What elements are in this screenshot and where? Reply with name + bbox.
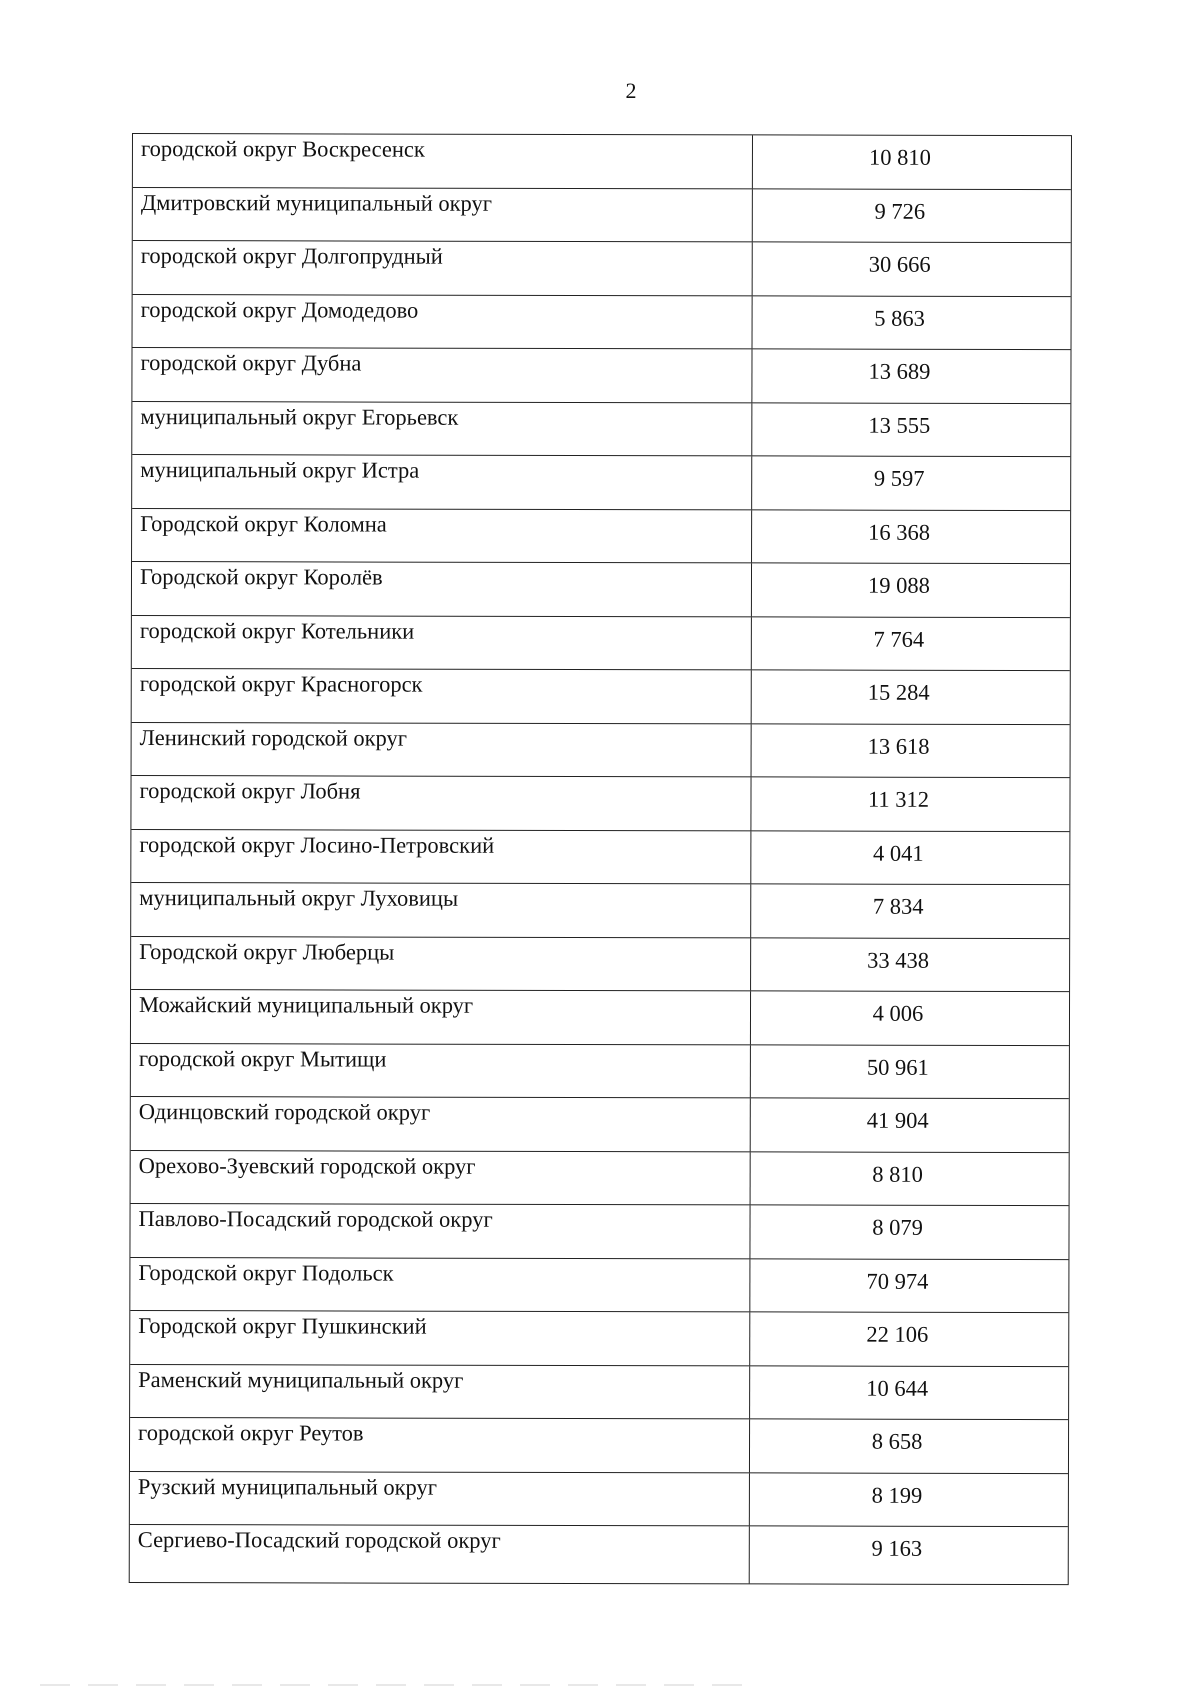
value-cell: 11 312: [867, 786, 930, 812]
value-cell: 50 961: [866, 1054, 929, 1080]
district-name-cell: Дмитровский муниципальный округ: [133, 188, 753, 242]
value-cell: 13 689: [868, 358, 931, 384]
table-row: [132, 402, 1070, 458]
value-cell: 8 810: [872, 1161, 923, 1187]
district-name-cell: Городской округ Подольск: [130, 1257, 750, 1311]
value-cell: 4 006: [872, 1000, 924, 1026]
table-row: [132, 455, 1070, 511]
table-row: [130, 1471, 1068, 1527]
value-cell: 9 597: [873, 465, 925, 491]
district-name-cell: городской округ Лосино-Петровский: [131, 830, 751, 884]
value-cell: 8 079: [872, 1214, 923, 1240]
district-name-cell: Одинцовский городской округ: [131, 1097, 751, 1151]
value-cell: 7 834: [872, 893, 924, 919]
district-name-cell: муниципальный округ Истра: [132, 455, 752, 509]
value-cell: 10 644: [866, 1375, 929, 1401]
table-row: [131, 776, 1069, 832]
table-row: [132, 348, 1070, 404]
scan-artifact-line: [40, 1684, 760, 1686]
table-row: [132, 562, 1070, 618]
district-name-cell: Павлово-Посадский городской округ: [130, 1204, 750, 1258]
table-row: [133, 134, 1071, 190]
value-cell: 30 666: [868, 251, 931, 277]
table-row: [133, 188, 1071, 244]
value-cell: 8 658: [871, 1428, 923, 1454]
table-row: [133, 241, 1071, 297]
table-row: [131, 937, 1069, 993]
value-cell: 13 618: [867, 733, 930, 759]
table-row: [132, 616, 1070, 672]
district-name-cell: городской округ Котельники: [132, 616, 752, 670]
value-cell: 33 438: [867, 947, 930, 973]
value-cell: 19 088: [868, 572, 930, 598]
district-name-cell: Городской округ Коломна: [132, 509, 752, 563]
value-cell: 8 199: [871, 1482, 923, 1508]
district-name-cell: муниципальный округ Луховицы: [131, 883, 751, 937]
district-name-cell: Можайский муниципальный округ: [131, 990, 751, 1044]
district-name-cell: Ленинский городской округ: [132, 723, 752, 777]
table-row: [130, 1364, 1068, 1420]
district-name-cell: городской округ Реутов: [130, 1418, 750, 1472]
table-row: [132, 509, 1070, 565]
table-row: [132, 669, 1070, 725]
district-name-cell: городской округ Воскресенск: [133, 134, 753, 188]
value-cell: 13 555: [868, 412, 931, 438]
value-cell: 41 904: [866, 1107, 929, 1133]
table-row: [130, 1204, 1068, 1260]
table-row: [133, 295, 1071, 351]
table-row: [131, 830, 1069, 886]
table-row: [130, 1311, 1068, 1367]
value-cell: 4 041: [873, 840, 924, 866]
district-name-cell: городской округ Красногорск: [132, 669, 752, 723]
district-name-cell: городской округ Долгопрудный: [133, 241, 753, 295]
district-name-cell: городской округ Лобня: [131, 776, 751, 830]
district-name-cell: Раменский муниципальный округ: [130, 1364, 750, 1418]
district-name-cell: Городской округ Королёв: [132, 562, 752, 616]
value-cell: 5 863: [874, 305, 925, 331]
district-name-cell: Орехово-Зуевский городской округ: [131, 1150, 751, 1204]
district-name-cell: Сергиево-Посадский городской округ: [130, 1525, 750, 1583]
value-cell: 15 284: [867, 679, 930, 705]
table-row: [130, 1418, 1068, 1474]
value-cell: 9 726: [874, 198, 926, 224]
district-name-cell: городской округ Дубна: [132, 348, 752, 402]
table-row: [131, 883, 1069, 939]
district-name-cell: Городской округ Люберцы: [131, 937, 751, 991]
table-row: [131, 1043, 1069, 1099]
district-name-cell: городской округ Мытищи: [131, 1043, 751, 1097]
value-cell: 7 764: [873, 626, 925, 652]
district-name-cell: Городской округ Пушкинский: [130, 1311, 750, 1365]
value-cell: 10 810: [868, 144, 931, 170]
table-row: [132, 723, 1070, 779]
district-name-cell: Рузский муниципальный округ: [130, 1471, 750, 1525]
value-cell: 9 163: [871, 1535, 923, 1561]
value-cell: 22 106: [866, 1321, 929, 1347]
district-name-cell: муниципальный округ Егорьевск: [132, 402, 752, 456]
value-cell: 70 974: [866, 1268, 929, 1294]
data-table: [129, 133, 1072, 1585]
table-row: [130, 1257, 1068, 1313]
table-row: [131, 1150, 1069, 1206]
value-cell: 16 368: [868, 519, 931, 545]
district-name-cell: городской округ Домодедово: [133, 295, 753, 349]
table-row: [131, 990, 1069, 1046]
page-number: 2: [625, 78, 637, 103]
table-row: [130, 1525, 1068, 1584]
table-row: [131, 1097, 1069, 1153]
